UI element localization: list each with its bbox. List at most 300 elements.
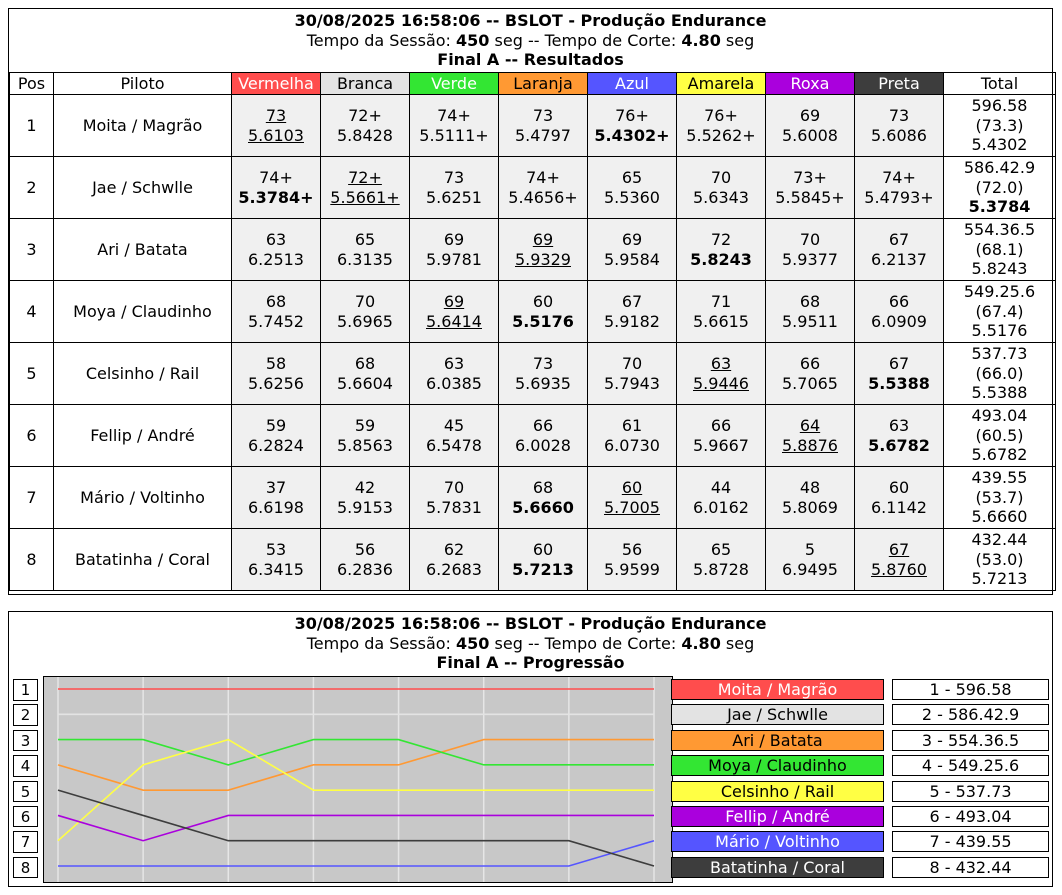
lane-cell-amarela	[677, 467, 766, 529]
row-pilot: Batatinha / Coral	[54, 529, 232, 591]
lane-laps: 61	[621, 416, 643, 435]
lane-laps: 58	[265, 354, 287, 373]
lane-laps: 70	[799, 230, 821, 249]
results-title: 30/08/2025 16:58:06 -- BSLOT - Produção Endurance	[294, 11, 767, 30]
lane-cell-preta	[855, 467, 944, 529]
lane-best-time: 5.9511	[782, 311, 838, 331]
lane-best-time: 5.8069	[782, 497, 838, 517]
lane-laps: 5	[804, 540, 816, 559]
lane-cell-azul	[588, 467, 677, 529]
lane-cell-preta	[855, 281, 944, 343]
row-pilot: Fellip / André	[54, 405, 232, 467]
lane-best-time: 6.9495	[782, 559, 838, 579]
lane-cell-roxa	[766, 343, 855, 405]
lane-cell-laranja	[499, 467, 588, 529]
lane-best-time: 5.7831	[426, 497, 482, 517]
lane-cell-vermelha	[232, 219, 321, 281]
total-best-lap: 5.6660	[971, 507, 1028, 527]
lane-laps: 72	[710, 230, 732, 249]
lane-laps: 73	[532, 354, 554, 373]
lane-cell-azul	[588, 343, 677, 405]
lane-best-time: 5.6414	[426, 311, 482, 331]
lane-best-time: 6.0730	[604, 435, 660, 455]
total-points: 554.36.5	[963, 220, 1036, 240]
lane-best-time: 6.2836	[337, 559, 393, 579]
lane-best-time: 5.5176	[512, 311, 574, 331]
total-points: 586.42.9	[963, 158, 1036, 178]
lane-cell-laranja	[499, 281, 588, 343]
lane-laps: 44	[710, 478, 732, 497]
lane-laps: 73	[265, 106, 287, 125]
legend-item: Mário / Voltinho	[671, 831, 884, 852]
lane-best-time: 5.6935	[515, 373, 571, 393]
lane-laps: 66	[799, 354, 821, 373]
lane-laps: 73	[532, 106, 554, 125]
legend-item: Moya / Claudinho	[671, 755, 884, 776]
lane-cell-azul	[588, 405, 677, 467]
row-pilot: Jae / Schwlle	[54, 157, 232, 219]
lane-laps: 67	[888, 354, 910, 373]
lane-cell-laranja	[499, 95, 588, 157]
lane-best-time: 5.5360	[604, 187, 660, 207]
lane-best-time: 6.3415	[248, 559, 304, 579]
lane-laps: 60	[888, 478, 910, 497]
lane-cell-preta	[855, 529, 944, 591]
lane-laps: 63	[443, 354, 465, 373]
lane-cell-branca	[321, 157, 410, 219]
score-item: 4 - 549.25.6	[892, 755, 1049, 776]
lane-cell-branca	[321, 529, 410, 591]
col-lane-vermelha: Vermelha	[232, 73, 321, 95]
lane-laps: 74+	[882, 168, 916, 187]
row-pilot: Moita / Magrão	[54, 95, 232, 157]
row-position: 6	[10, 405, 54, 467]
lane-laps: 60	[532, 540, 554, 559]
col-lane-preta: Preta	[855, 73, 944, 95]
lane-laps: 74+	[526, 168, 560, 187]
row-pilot: Mário / Voltinho	[54, 467, 232, 529]
score-item: 5 - 537.73	[892, 781, 1049, 802]
score-item: 1 - 596.58	[892, 679, 1049, 700]
lane-laps: 59	[354, 416, 376, 435]
lane-laps: 68	[532, 478, 554, 497]
total-average: (73.3)	[975, 115, 1024, 135]
total-average: (66.0)	[975, 363, 1024, 383]
col-lane-roxa: Roxa	[766, 73, 855, 95]
position-label: 8	[13, 857, 38, 879]
lane-cell-amarela	[677, 281, 766, 343]
row-total	[944, 95, 1056, 157]
lane-best-time: 6.0162	[693, 497, 749, 517]
total-points: 596.58	[971, 96, 1028, 116]
lane-best-time: 5.9153	[337, 497, 393, 517]
total-points: 537.73	[971, 344, 1028, 364]
lane-laps: 71	[710, 292, 732, 311]
legend-item: Moita / Magrão	[671, 679, 884, 700]
total-average: (60.5)	[975, 425, 1024, 445]
row-total	[944, 157, 1056, 219]
table-row	[10, 467, 1056, 529]
progress-session-info: Tempo da Sessão: 450 seg -- Tempo de Corte: 4.80 seg	[306, 633, 755, 653]
lane-best-time: 5.9446	[693, 373, 749, 393]
lane-best-time: 6.0385	[426, 373, 482, 393]
lane-cell-branca	[321, 343, 410, 405]
progress-panel	[8, 611, 1053, 887]
lane-cell-roxa	[766, 157, 855, 219]
row-total	[944, 405, 1056, 467]
lane-cell-vermelha	[232, 95, 321, 157]
legend-item: Batatinha / Coral	[671, 857, 884, 878]
table-row	[10, 95, 1056, 157]
lane-best-time: 5.8760	[871, 559, 927, 579]
lane-cell-branca	[321, 405, 410, 467]
lane-best-time: 5.9182	[604, 311, 660, 331]
lane-best-time: 5.8243	[690, 249, 752, 269]
lane-best-time: 6.0028	[515, 435, 571, 455]
lane-best-time: 5.9667	[693, 435, 749, 455]
series-line-8	[58, 790, 654, 866]
position-axis	[13, 679, 39, 882]
lane-cell-branca	[321, 219, 410, 281]
score-item: 3 - 554.36.5	[892, 730, 1049, 751]
position-label: 2	[13, 704, 38, 726]
lane-laps: 62	[443, 540, 465, 559]
lane-cell-verde	[410, 529, 499, 591]
col-lane-azul: Azul	[588, 73, 677, 95]
lane-best-time: 5.5262+	[686, 125, 756, 145]
lane-laps: 72+	[348, 168, 382, 187]
lane-best-time: 5.6256	[248, 373, 304, 393]
position-label: 6	[13, 806, 38, 828]
table-header-row	[10, 73, 1056, 95]
lane-cell-azul	[588, 281, 677, 343]
lane-cell-vermelha	[232, 529, 321, 591]
row-total	[944, 281, 1056, 343]
total-best-lap: 5.7213	[971, 569, 1028, 589]
results-subtitle: Final A -- Resultados	[437, 50, 624, 69]
score-item: 7 - 439.55	[892, 831, 1049, 852]
lane-laps: 73	[888, 106, 910, 125]
lane-best-time: 5.8876	[782, 435, 838, 455]
results-table	[9, 72, 1056, 591]
progress-subtitle: Final A -- Progressão	[436, 653, 625, 672]
legend	[671, 679, 884, 882]
lane-laps: 69	[443, 230, 465, 249]
row-pilot: Celsinho / Rail	[54, 343, 232, 405]
lane-cell-roxa	[766, 467, 855, 529]
lane-cell-vermelha	[232, 157, 321, 219]
lane-cell-azul	[588, 529, 677, 591]
lane-cell-verde	[410, 405, 499, 467]
lane-best-time: 6.2137	[871, 249, 927, 269]
lane-laps: 63	[265, 230, 287, 249]
total-best-lap: 5.3784	[968, 197, 1031, 217]
col-lane-laranja: Laranja	[499, 73, 588, 95]
lane-cell-amarela	[677, 405, 766, 467]
col-lane-amarela: Amarela	[677, 73, 766, 95]
col-lane-branca: Branca	[321, 73, 410, 95]
lane-best-time: 5.6251	[426, 187, 482, 207]
lane-best-time: 6.2513	[248, 249, 304, 269]
lane-laps: 66	[888, 292, 910, 311]
lane-cell-amarela	[677, 343, 766, 405]
score-list	[892, 679, 1049, 882]
lane-best-time: 5.4656+	[508, 187, 578, 207]
lane-cell-roxa	[766, 95, 855, 157]
lane-best-time: 6.6198	[248, 497, 304, 517]
lane-cell-preta	[855, 157, 944, 219]
lane-cell-preta	[855, 343, 944, 405]
lane-best-time: 5.8728	[693, 559, 749, 579]
lane-cell-branca	[321, 467, 410, 529]
row-position: 8	[10, 529, 54, 591]
lane-laps: 70	[354, 292, 376, 311]
legend-item: Ari / Batata	[671, 730, 884, 751]
lane-laps: 69	[532, 230, 554, 249]
row-total	[944, 467, 1056, 529]
total-average: (53.0)	[975, 549, 1024, 569]
series-line-6	[58, 815, 654, 840]
lane-laps: 70	[621, 354, 643, 373]
lane-best-time: 5.6343	[693, 187, 749, 207]
lane-laps: 64	[799, 416, 821, 435]
lane-laps: 69	[443, 292, 465, 311]
lane-laps: 67	[621, 292, 643, 311]
row-pilot: Ari / Batata	[54, 219, 232, 281]
score-item: 8 - 432.44	[892, 857, 1049, 878]
position-label: 4	[13, 755, 38, 777]
lane-best-time: 5.7943	[604, 373, 660, 393]
col-pos: Pos	[10, 73, 54, 95]
lane-best-time: 5.8563	[337, 435, 393, 455]
row-pilot: Moya / Claudinho	[54, 281, 232, 343]
lane-best-time: 5.4797	[515, 125, 571, 145]
lane-best-time: 6.2683	[426, 559, 482, 579]
col-pilot: Piloto	[54, 73, 232, 95]
lane-best-time: 5.6604	[337, 373, 393, 393]
total-points: 432.44	[971, 530, 1028, 550]
lane-laps: 76+	[615, 106, 649, 125]
lane-laps: 74+	[437, 106, 471, 125]
legend-item: Fellip / André	[671, 806, 884, 827]
lane-laps: 65	[354, 230, 376, 249]
lane-best-time: 5.8428	[337, 125, 393, 145]
lane-cell-preta	[855, 219, 944, 281]
lane-cell-laranja	[499, 343, 588, 405]
legend-item: Celsinho / Rail	[671, 781, 884, 802]
lane-laps: 60	[532, 292, 554, 311]
lane-best-time: 6.3135	[337, 249, 393, 269]
lane-laps: 70	[710, 168, 732, 187]
progression-chart	[43, 676, 673, 883]
lane-cell-branca	[321, 95, 410, 157]
lane-laps: 63	[888, 416, 910, 435]
lane-laps: 56	[621, 540, 643, 559]
lane-cell-preta	[855, 405, 944, 467]
lane-best-time: 6.1142	[871, 497, 927, 517]
lane-best-time: 5.6660	[512, 497, 574, 517]
table-row	[10, 405, 1056, 467]
row-position: 5	[10, 343, 54, 405]
position-label: 3	[13, 730, 38, 752]
lane-best-time: 5.9599	[604, 559, 660, 579]
score-item: 6 - 493.04	[892, 806, 1049, 827]
score-item: 2 - 586.42.9	[892, 704, 1049, 725]
lane-laps: 70	[443, 478, 465, 497]
lane-cell-vermelha	[232, 281, 321, 343]
lane-best-time: 5.3784+	[238, 187, 314, 207]
lane-laps: 69	[799, 106, 821, 125]
total-best-lap: 5.6782	[971, 445, 1028, 465]
total-average: (53.7)	[975, 487, 1024, 507]
lane-best-time: 6.0909	[871, 311, 927, 331]
lane-cell-roxa	[766, 529, 855, 591]
lane-laps: 65	[621, 168, 643, 187]
lane-best-time: 5.9781	[426, 249, 482, 269]
col-lane-verde: Verde	[410, 73, 499, 95]
lane-best-time: 5.5661+	[330, 187, 400, 207]
lane-laps: 73+	[793, 168, 827, 187]
lane-cell-laranja	[499, 219, 588, 281]
lane-best-time: 5.6615	[693, 311, 749, 331]
progress-title: 30/08/2025 16:58:06 -- BSLOT - Produção Endurance	[294, 614, 767, 633]
lane-best-time: 5.5388	[868, 373, 930, 393]
lane-laps: 68	[265, 292, 287, 311]
lane-laps: 76+	[704, 106, 738, 125]
total-best-lap: 5.8243	[971, 259, 1028, 279]
lane-best-time: 5.4302+	[594, 125, 670, 145]
table-row	[10, 529, 1056, 591]
lane-best-time: 6.2824	[248, 435, 304, 455]
results-panel	[8, 8, 1053, 595]
lane-cell-roxa	[766, 405, 855, 467]
lane-best-time: 5.7065	[782, 373, 838, 393]
row-total	[944, 219, 1056, 281]
table-row	[10, 343, 1056, 405]
lane-laps: 65	[710, 540, 732, 559]
lane-best-time: 5.5845+	[775, 187, 845, 207]
lane-cell-branca	[321, 281, 410, 343]
lane-laps: 63	[710, 354, 732, 373]
position-label: 1	[13, 679, 38, 701]
lane-cell-azul	[588, 157, 677, 219]
lane-cell-laranja	[499, 405, 588, 467]
row-position: 1	[10, 95, 54, 157]
table-row	[10, 281, 1056, 343]
series-line-4	[58, 740, 654, 765]
lane-cell-amarela	[677, 157, 766, 219]
lane-laps: 56	[354, 540, 376, 559]
lane-cell-amarela	[677, 529, 766, 591]
total-best-lap: 5.5176	[971, 321, 1028, 341]
row-position: 4	[10, 281, 54, 343]
total-best-lap: 5.5388	[971, 383, 1028, 403]
lane-best-time: 5.6103	[248, 125, 304, 145]
row-total	[944, 343, 1056, 405]
lane-cell-verde	[410, 281, 499, 343]
lane-laps: 69	[621, 230, 643, 249]
table-row	[10, 157, 1056, 219]
lane-best-time: 5.6965	[337, 311, 393, 331]
lane-best-time: 6.5478	[426, 435, 482, 455]
position-label: 7	[13, 831, 38, 853]
lane-best-time: 5.4793+	[864, 187, 934, 207]
lane-best-time: 5.9329	[515, 249, 571, 269]
lane-cell-verde	[410, 343, 499, 405]
lane-laps: 42	[354, 478, 376, 497]
lane-best-time: 5.7213	[512, 559, 574, 579]
lane-cell-azul	[588, 95, 677, 157]
lane-cell-verde	[410, 157, 499, 219]
lane-best-time: 5.5111+	[419, 125, 489, 145]
lane-cell-vermelha	[232, 405, 321, 467]
lane-laps: 53	[265, 540, 287, 559]
row-position: 7	[10, 467, 54, 529]
lane-laps: 48	[799, 478, 821, 497]
lane-laps: 45	[443, 416, 465, 435]
row-position: 3	[10, 219, 54, 281]
progression-chart-svg	[44, 677, 672, 882]
lane-laps: 67	[888, 540, 910, 559]
lane-cell-amarela	[677, 95, 766, 157]
lane-laps: 67	[888, 230, 910, 249]
total-points: 549.25.6	[963, 282, 1036, 302]
total-average: (67.4)	[975, 301, 1024, 321]
position-label: 5	[13, 781, 38, 803]
lane-cell-verde	[410, 95, 499, 157]
lane-best-time: 5.6086	[871, 125, 927, 145]
lane-best-time: 5.7452	[248, 311, 304, 331]
session-info: Tempo da Sessão: 450 seg -- Tempo de Corte: 4.80 seg	[306, 30, 755, 50]
lane-cell-vermelha	[232, 467, 321, 529]
lane-best-time: 5.9584	[604, 249, 660, 269]
lane-cell-preta	[855, 95, 944, 157]
lane-cell-verde	[410, 219, 499, 281]
total-average: (68.1)	[975, 239, 1024, 259]
lane-laps: 37	[265, 478, 287, 497]
lane-best-time: 5.6782	[868, 435, 930, 455]
lane-laps: 72+	[348, 106, 382, 125]
lane-laps: 68	[354, 354, 376, 373]
total-points: 439.55	[971, 468, 1028, 488]
lane-cell-roxa	[766, 219, 855, 281]
lane-best-time: 5.9377	[782, 249, 838, 269]
lane-laps: 66	[710, 416, 732, 435]
total-best-lap: 5.4302	[971, 135, 1028, 155]
lane-best-time: 5.6008	[782, 125, 838, 145]
lane-cell-roxa	[766, 281, 855, 343]
total-points: 493.04	[971, 406, 1028, 426]
series-line-7	[58, 841, 654, 866]
lane-cell-amarela	[677, 219, 766, 281]
lane-laps: 73	[443, 168, 465, 187]
total-average: (72.0)	[975, 177, 1024, 197]
lane-cell-vermelha	[232, 343, 321, 405]
row-total	[944, 529, 1056, 591]
lane-cell-laranja	[499, 157, 588, 219]
results-header	[9, 9, 1052, 70]
progress-header	[9, 612, 1052, 673]
lane-cell-azul	[588, 219, 677, 281]
lane-best-time: 5.7005	[604, 497, 660, 517]
col-total: Total	[944, 73, 1056, 95]
lane-cell-verde	[410, 467, 499, 529]
table-row	[10, 219, 1056, 281]
lane-laps: 74+	[259, 168, 293, 187]
legend-item: Jae / Schwlle	[671, 704, 884, 725]
lane-laps: 60	[621, 478, 643, 497]
lane-laps: 68	[799, 292, 821, 311]
